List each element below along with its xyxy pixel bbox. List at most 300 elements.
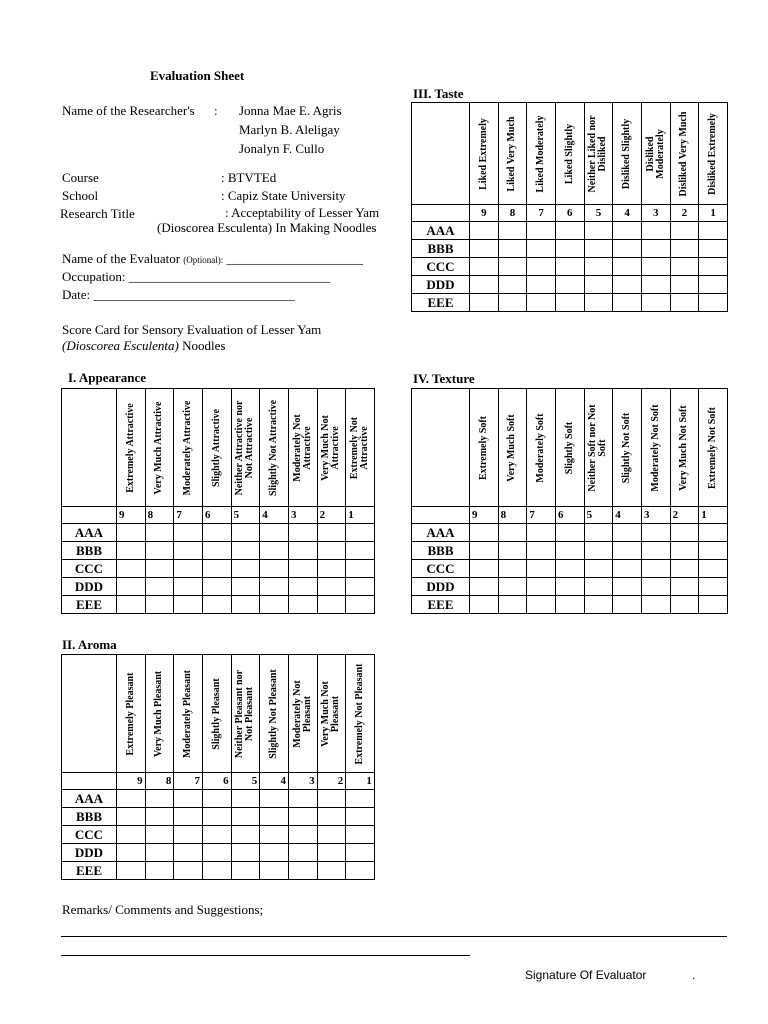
rating-cell[interactable] — [527, 222, 556, 240]
sample-label: EEE — [412, 596, 470, 614]
rating-header-label: Very Much Not Soft — [678, 404, 690, 491]
rating-header — [260, 655, 289, 773]
rating-cell[interactable] — [641, 542, 670, 560]
rating-cell[interactable] — [346, 596, 375, 614]
sample-label: DDD — [412, 578, 470, 596]
score-blank-cell — [62, 507, 117, 524]
rating-header — [641, 389, 670, 507]
course-label: Course — [62, 170, 99, 185]
score-value: 1 — [699, 507, 728, 524]
rating-cell[interactable] — [527, 596, 556, 614]
rating-cell[interactable] — [555, 294, 584, 312]
rating-cell[interactable] — [231, 560, 260, 578]
rating-header — [498, 389, 527, 507]
rating-cell[interactable] — [145, 560, 174, 578]
rating-cell[interactable] — [260, 826, 289, 844]
evaluator-label: Name of the Evaluator — [62, 251, 181, 266]
rating-cell[interactable] — [288, 808, 317, 826]
aroma-score-table — [61, 654, 375, 880]
rating-cell[interactable] — [346, 542, 375, 560]
rating-cell[interactable] — [670, 258, 699, 276]
rating-header — [346, 655, 375, 773]
rating-cell[interactable] — [584, 276, 613, 294]
rating-cell[interactable] — [202, 844, 231, 862]
rating-cell[interactable] — [641, 578, 670, 596]
rating-cell[interactable] — [202, 524, 231, 542]
score-value: 9 — [117, 773, 146, 790]
sample-row — [412, 294, 728, 312]
rating-cell[interactable] — [555, 524, 584, 542]
rating-cell[interactable] — [470, 578, 499, 596]
rating-header — [174, 389, 203, 507]
rating-cell[interactable] — [527, 240, 556, 258]
rating-cell[interactable] — [470, 276, 499, 294]
rating-header — [555, 389, 584, 507]
rating-cell[interactable] — [641, 294, 670, 312]
rating-cell[interactable] — [145, 790, 174, 808]
sample-label: BBB — [62, 808, 117, 826]
rating-cell[interactable] — [670, 578, 699, 596]
rating-header-label: Liked Very Much — [506, 116, 518, 192]
rating-cell[interactable] — [470, 524, 499, 542]
score-value: 7 — [527, 507, 556, 524]
rating-cell[interactable] — [584, 294, 613, 312]
rating-cell[interactable] — [231, 542, 260, 560]
rating-header-label: Extremely Not Soft — [707, 406, 719, 489]
rating-cell[interactable] — [699, 560, 728, 578]
rating-cell[interactable] — [174, 862, 203, 880]
rating-cell[interactable] — [670, 240, 699, 258]
rating-cell[interactable] — [670, 294, 699, 312]
rating-header — [260, 389, 289, 507]
score-value: 1 — [346, 507, 375, 524]
sample-row — [412, 596, 728, 614]
rating-header-label: Disliked Very Much — [678, 111, 690, 197]
rating-cell[interactable] — [498, 222, 527, 240]
rating-header — [117, 389, 146, 507]
rating-cell[interactable] — [584, 258, 613, 276]
rating-header — [288, 655, 317, 773]
rating-cell[interactable] — [317, 542, 346, 560]
rating-cell[interactable] — [470, 240, 499, 258]
rating-cell[interactable] — [231, 826, 260, 844]
score-value: 8 — [498, 507, 527, 524]
rating-cell[interactable] — [699, 524, 728, 542]
rating-cell[interactable] — [670, 560, 699, 578]
rating-cell[interactable] — [288, 862, 317, 880]
rating-cell[interactable] — [260, 560, 289, 578]
rating-cell[interactable] — [174, 826, 203, 844]
rating-header-label: Extremely Soft — [477, 415, 489, 480]
rating-cell[interactable] — [613, 542, 642, 560]
sample-row — [62, 542, 375, 560]
rating-cell[interactable] — [584, 578, 613, 596]
rating-cell[interactable] — [555, 258, 584, 276]
rating-cell[interactable] — [260, 596, 289, 614]
rating-cell[interactable] — [699, 222, 728, 240]
rating-header-label: Liked Extremely — [477, 117, 489, 190]
rating-cell[interactable] — [555, 542, 584, 560]
header-blank-cell — [412, 389, 470, 507]
rating-cell[interactable] — [260, 844, 289, 862]
rating-cell[interactable] — [584, 222, 613, 240]
rating-cell[interactable] — [555, 560, 584, 578]
rating-cell[interactable] — [202, 790, 231, 808]
rating-cell[interactable] — [117, 826, 146, 844]
score-value: 9 — [117, 507, 146, 524]
date-field: Date: _______________________________ — [62, 287, 295, 302]
aroma-title: II. Aroma — [62, 637, 117, 652]
rating-cell[interactable] — [699, 542, 728, 560]
rating-header-label: Slightly Soft — [563, 421, 575, 474]
rating-header — [670, 389, 699, 507]
rating-cell[interactable] — [288, 790, 317, 808]
rating-cell[interactable] — [527, 560, 556, 578]
rating-cell[interactable] — [346, 808, 375, 826]
rating-cell[interactable] — [288, 826, 317, 844]
rating-cell[interactable] — [613, 596, 642, 614]
rating-cell[interactable] — [641, 276, 670, 294]
sample-row — [62, 560, 375, 578]
rating-cell[interactable] — [670, 276, 699, 294]
school-value: : Capiz State University — [221, 188, 346, 203]
rating-cell[interactable] — [346, 826, 375, 844]
rating-header — [584, 389, 613, 507]
sample-row — [412, 240, 728, 258]
rating-cell[interactable] — [231, 862, 260, 880]
sample-label: EEE — [62, 862, 117, 880]
rating-cell[interactable] — [117, 790, 146, 808]
rating-cell[interactable] — [174, 596, 203, 614]
rating-header-label: Neither Attractive nor Not Attractive — [234, 400, 256, 495]
rating-cell[interactable] — [174, 844, 203, 862]
sample-row — [62, 808, 375, 826]
rating-cell[interactable] — [145, 542, 174, 560]
rating-cell[interactable] — [317, 560, 346, 578]
rating-cell[interactable] — [202, 542, 231, 560]
rating-cell[interactable] — [555, 276, 584, 294]
rating-cell[interactable] — [470, 542, 499, 560]
rating-cell[interactable] — [641, 222, 670, 240]
rating-cell[interactable] — [470, 560, 499, 578]
rating-cell[interactable] — [498, 294, 527, 312]
taste-score-table — [411, 102, 728, 312]
rating-cell[interactable] — [699, 294, 728, 312]
rating-header-label: Neither Soft nor Not Soft — [587, 403, 609, 492]
rating-cell[interactable] — [670, 222, 699, 240]
rating-cell[interactable] — [317, 790, 346, 808]
score-value: 3 — [641, 507, 670, 524]
rating-cell[interactable] — [527, 542, 556, 560]
rating-cell[interactable] — [527, 276, 556, 294]
rating-cell[interactable] — [641, 596, 670, 614]
rating-cell[interactable] — [584, 560, 613, 578]
rating-header-label: Liked Slightly — [563, 123, 575, 184]
header-blank-cell — [62, 389, 117, 507]
rating-header-label: Disliked Extremely — [707, 112, 719, 195]
rating-cell[interactable] — [260, 790, 289, 808]
rating-cell[interactable] — [613, 258, 642, 276]
rating-cell[interactable] — [527, 524, 556, 542]
score-value: 4 — [260, 507, 289, 524]
rating-cell[interactable] — [145, 826, 174, 844]
rating-cell[interactable] — [670, 596, 699, 614]
rating-cell[interactable] — [699, 240, 728, 258]
rating-cell[interactable] — [174, 560, 203, 578]
sample-label: EEE — [62, 596, 117, 614]
rating-header-label: Moderately Soft — [535, 412, 547, 483]
rating-cell[interactable] — [288, 560, 317, 578]
rating-cell[interactable] — [317, 596, 346, 614]
rating-cell[interactable] — [641, 240, 670, 258]
score-value: 6 — [202, 773, 231, 790]
score-value: 7 — [527, 205, 556, 222]
score-blank-cell — [412, 507, 470, 524]
rating-header-label: Moderately Not Pleasant — [291, 679, 313, 748]
rating-cell[interactable] — [145, 578, 174, 596]
rating-cell[interactable] — [145, 844, 174, 862]
rating-cell[interactable] — [613, 222, 642, 240]
sample-row — [62, 826, 375, 844]
sample-row — [412, 542, 728, 560]
rating-cell[interactable] — [145, 596, 174, 614]
rating-cell[interactable] — [317, 524, 346, 542]
rating-header-label: Slightly Pleasant — [210, 677, 222, 750]
rating-cell[interactable] — [470, 294, 499, 312]
rating-cell[interactable] — [145, 808, 174, 826]
sample-row — [412, 560, 728, 578]
rating-cell[interactable] — [202, 862, 231, 880]
rating-cell[interactable] — [699, 578, 728, 596]
score-value: 1 — [346, 773, 375, 790]
score-value: 8 — [498, 205, 527, 222]
rating-cell[interactable] — [231, 808, 260, 826]
rating-header-label: Slightly Not Pleasant — [268, 668, 280, 759]
rating-cell[interactable] — [584, 524, 613, 542]
sample-label: DDD — [62, 844, 117, 862]
rating-cell[interactable] — [260, 542, 289, 560]
rating-cell[interactable] — [641, 560, 670, 578]
sample-row — [62, 578, 375, 596]
rating-cell[interactable] — [117, 808, 146, 826]
rating-header — [613, 389, 642, 507]
rating-cell[interactable] — [117, 596, 146, 614]
researcher-label: Name of the Researcher's — [62, 103, 195, 118]
rating-header-label: Very Much Pleasant — [153, 670, 165, 757]
sample-label: CCC — [412, 258, 470, 276]
rating-cell[interactable] — [498, 276, 527, 294]
rating-cell[interactable] — [231, 790, 260, 808]
rating-cell[interactable] — [260, 862, 289, 880]
rating-header — [527, 389, 556, 507]
rating-cell[interactable] — [613, 240, 642, 258]
rating-cell[interactable] — [641, 524, 670, 542]
rating-cell[interactable] — [527, 258, 556, 276]
researcher-colon: : — [214, 103, 218, 118]
rating-cell[interactable] — [117, 862, 146, 880]
rating-cell[interactable] — [288, 596, 317, 614]
rating-header — [231, 389, 260, 507]
rating-cell[interactable] — [174, 808, 203, 826]
evaluator-optional: (Optional): — [183, 255, 224, 265]
score-value: 6 — [202, 507, 231, 524]
rating-cell[interactable] — [613, 276, 642, 294]
rating-cell[interactable] — [498, 560, 527, 578]
header-blank-cell — [412, 103, 470, 205]
rating-cell[interactable] — [498, 524, 527, 542]
score-value: 1 — [699, 205, 728, 222]
occupation-field: Occupation: _______________________________ — [62, 269, 331, 284]
rating-header — [498, 103, 527, 205]
researcher-name: Marlyn B. Aleligay — [239, 122, 340, 137]
rating-header — [470, 389, 499, 507]
rating-cell[interactable] — [470, 258, 499, 276]
rating-cell[interactable] — [174, 578, 203, 596]
rating-cell[interactable] — [498, 542, 527, 560]
rating-cell[interactable] — [317, 578, 346, 596]
rating-cell[interactable] — [260, 808, 289, 826]
rating-cell[interactable] — [202, 596, 231, 614]
rating-header — [202, 655, 231, 773]
rating-cell[interactable] — [346, 524, 375, 542]
rating-cell[interactable] — [117, 560, 146, 578]
rating-cell[interactable] — [613, 560, 642, 578]
rating-cell[interactable] — [584, 240, 613, 258]
rating-cell[interactable] — [613, 578, 642, 596]
rating-header-label: Slightly Not Attractive — [268, 399, 280, 496]
rating-cell[interactable] — [346, 560, 375, 578]
sample-label: CCC — [62, 560, 117, 578]
sample-label: EEE — [412, 294, 470, 312]
rating-cell[interactable] — [231, 578, 260, 596]
score-blank-cell — [62, 773, 117, 790]
rating-header-label: Extremely Not Pleasant — [354, 663, 366, 764]
rating-cell[interactable] — [555, 240, 584, 258]
rating-cell[interactable] — [527, 578, 556, 596]
score-value: 6 — [555, 507, 584, 524]
rating-cell[interactable] — [288, 542, 317, 560]
rating-cell[interactable] — [231, 844, 260, 862]
score-value: 3 — [288, 773, 317, 790]
rating-header-label: Neither Liked nor Disliked — [587, 114, 609, 193]
score-value: 5 — [231, 773, 260, 790]
sample-label: AAA — [412, 524, 470, 542]
rating-cell[interactable] — [498, 596, 527, 614]
sample-label: BBB — [62, 542, 117, 560]
rating-cell[interactable] — [699, 258, 728, 276]
remarks-line-1 — [61, 936, 727, 937]
rating-cell[interactable] — [555, 222, 584, 240]
rating-header — [117, 655, 146, 773]
rating-cell[interactable] — [202, 826, 231, 844]
rating-cell[interactable] — [117, 542, 146, 560]
sample-label: BBB — [412, 542, 470, 560]
rating-cell[interactable] — [498, 578, 527, 596]
rating-cell[interactable] — [231, 596, 260, 614]
rating-cell[interactable] — [174, 790, 203, 808]
rating-cell[interactable] — [470, 222, 499, 240]
rating-header-label: Disliked Slightly — [621, 118, 633, 189]
rating-cell[interactable] — [613, 524, 642, 542]
rating-cell[interactable] — [584, 542, 613, 560]
rating-cell[interactable] — [231, 524, 260, 542]
score-value: 7 — [174, 773, 203, 790]
rating-cell[interactable] — [317, 862, 346, 880]
texture-score-table — [411, 388, 728, 614]
rating-header — [699, 389, 728, 507]
rating-cell[interactable] — [202, 578, 231, 596]
evaluator-blank: _____________________ — [226, 251, 364, 266]
rating-cell[interactable] — [470, 596, 499, 614]
rating-header-label: Very Much Attractive — [153, 401, 165, 494]
rating-header — [699, 103, 728, 205]
rating-cell[interactable] — [317, 808, 346, 826]
rating-cell[interactable] — [527, 294, 556, 312]
rating-cell[interactable] — [346, 790, 375, 808]
rating-cell[interactable] — [202, 808, 231, 826]
rating-header-label: Extremely Not Attractive — [349, 416, 371, 479]
scorecard-subtitle-rest: Noodles — [178, 338, 226, 353]
rating-cell[interactable] — [584, 596, 613, 614]
score-value: 3 — [641, 205, 670, 222]
appearance-score-table — [61, 388, 375, 614]
rating-cell[interactable] — [174, 524, 203, 542]
rating-cell[interactable] — [288, 524, 317, 542]
rating-cell[interactable] — [641, 258, 670, 276]
rating-header — [231, 655, 260, 773]
rating-header — [317, 389, 346, 507]
sample-label: DDD — [62, 578, 117, 596]
header-blank-cell — [62, 655, 117, 773]
rating-cell[interactable] — [613, 294, 642, 312]
rating-cell[interactable] — [174, 542, 203, 560]
rating-header-label: Moderately Attractive — [182, 400, 194, 495]
rating-cell[interactable] — [699, 596, 728, 614]
rating-cell[interactable] — [260, 578, 289, 596]
rating-cell[interactable] — [555, 596, 584, 614]
score-value: 2 — [317, 773, 346, 790]
rating-cell[interactable] — [555, 578, 584, 596]
rating-cell[interactable] — [670, 524, 699, 542]
rating-header-label: Very Much Soft — [506, 413, 518, 482]
rating-cell[interactable] — [699, 276, 728, 294]
rating-cell[interactable] — [117, 578, 146, 596]
rating-cell[interactable] — [145, 862, 174, 880]
rating-cell[interactable] — [288, 578, 317, 596]
score-value: 2 — [317, 507, 346, 524]
rating-cell[interactable] — [498, 258, 527, 276]
rating-cell[interactable] — [346, 844, 375, 862]
rating-header-label: Slightly Not Soft — [621, 412, 633, 483]
rating-cell[interactable] — [317, 826, 346, 844]
rating-header-label: Very Much Not Pleasant — [320, 680, 342, 747]
page-title: Evaluation Sheet — [150, 68, 245, 83]
rating-cell[interactable] — [288, 844, 317, 862]
sample-label: BBB — [412, 240, 470, 258]
rating-cell[interactable] — [260, 524, 289, 542]
score-value: 3 — [288, 507, 317, 524]
rating-cell[interactable] — [117, 524, 146, 542]
rating-cell[interactable] — [117, 844, 146, 862]
rating-cell[interactable] — [145, 524, 174, 542]
rating-cell[interactable] — [498, 240, 527, 258]
rating-cell[interactable] — [346, 578, 375, 596]
score-value: 5 — [231, 507, 260, 524]
rating-cell[interactable] — [317, 844, 346, 862]
rating-cell[interactable] — [670, 542, 699, 560]
rating-cell[interactable] — [202, 560, 231, 578]
rating-cell[interactable] — [346, 862, 375, 880]
